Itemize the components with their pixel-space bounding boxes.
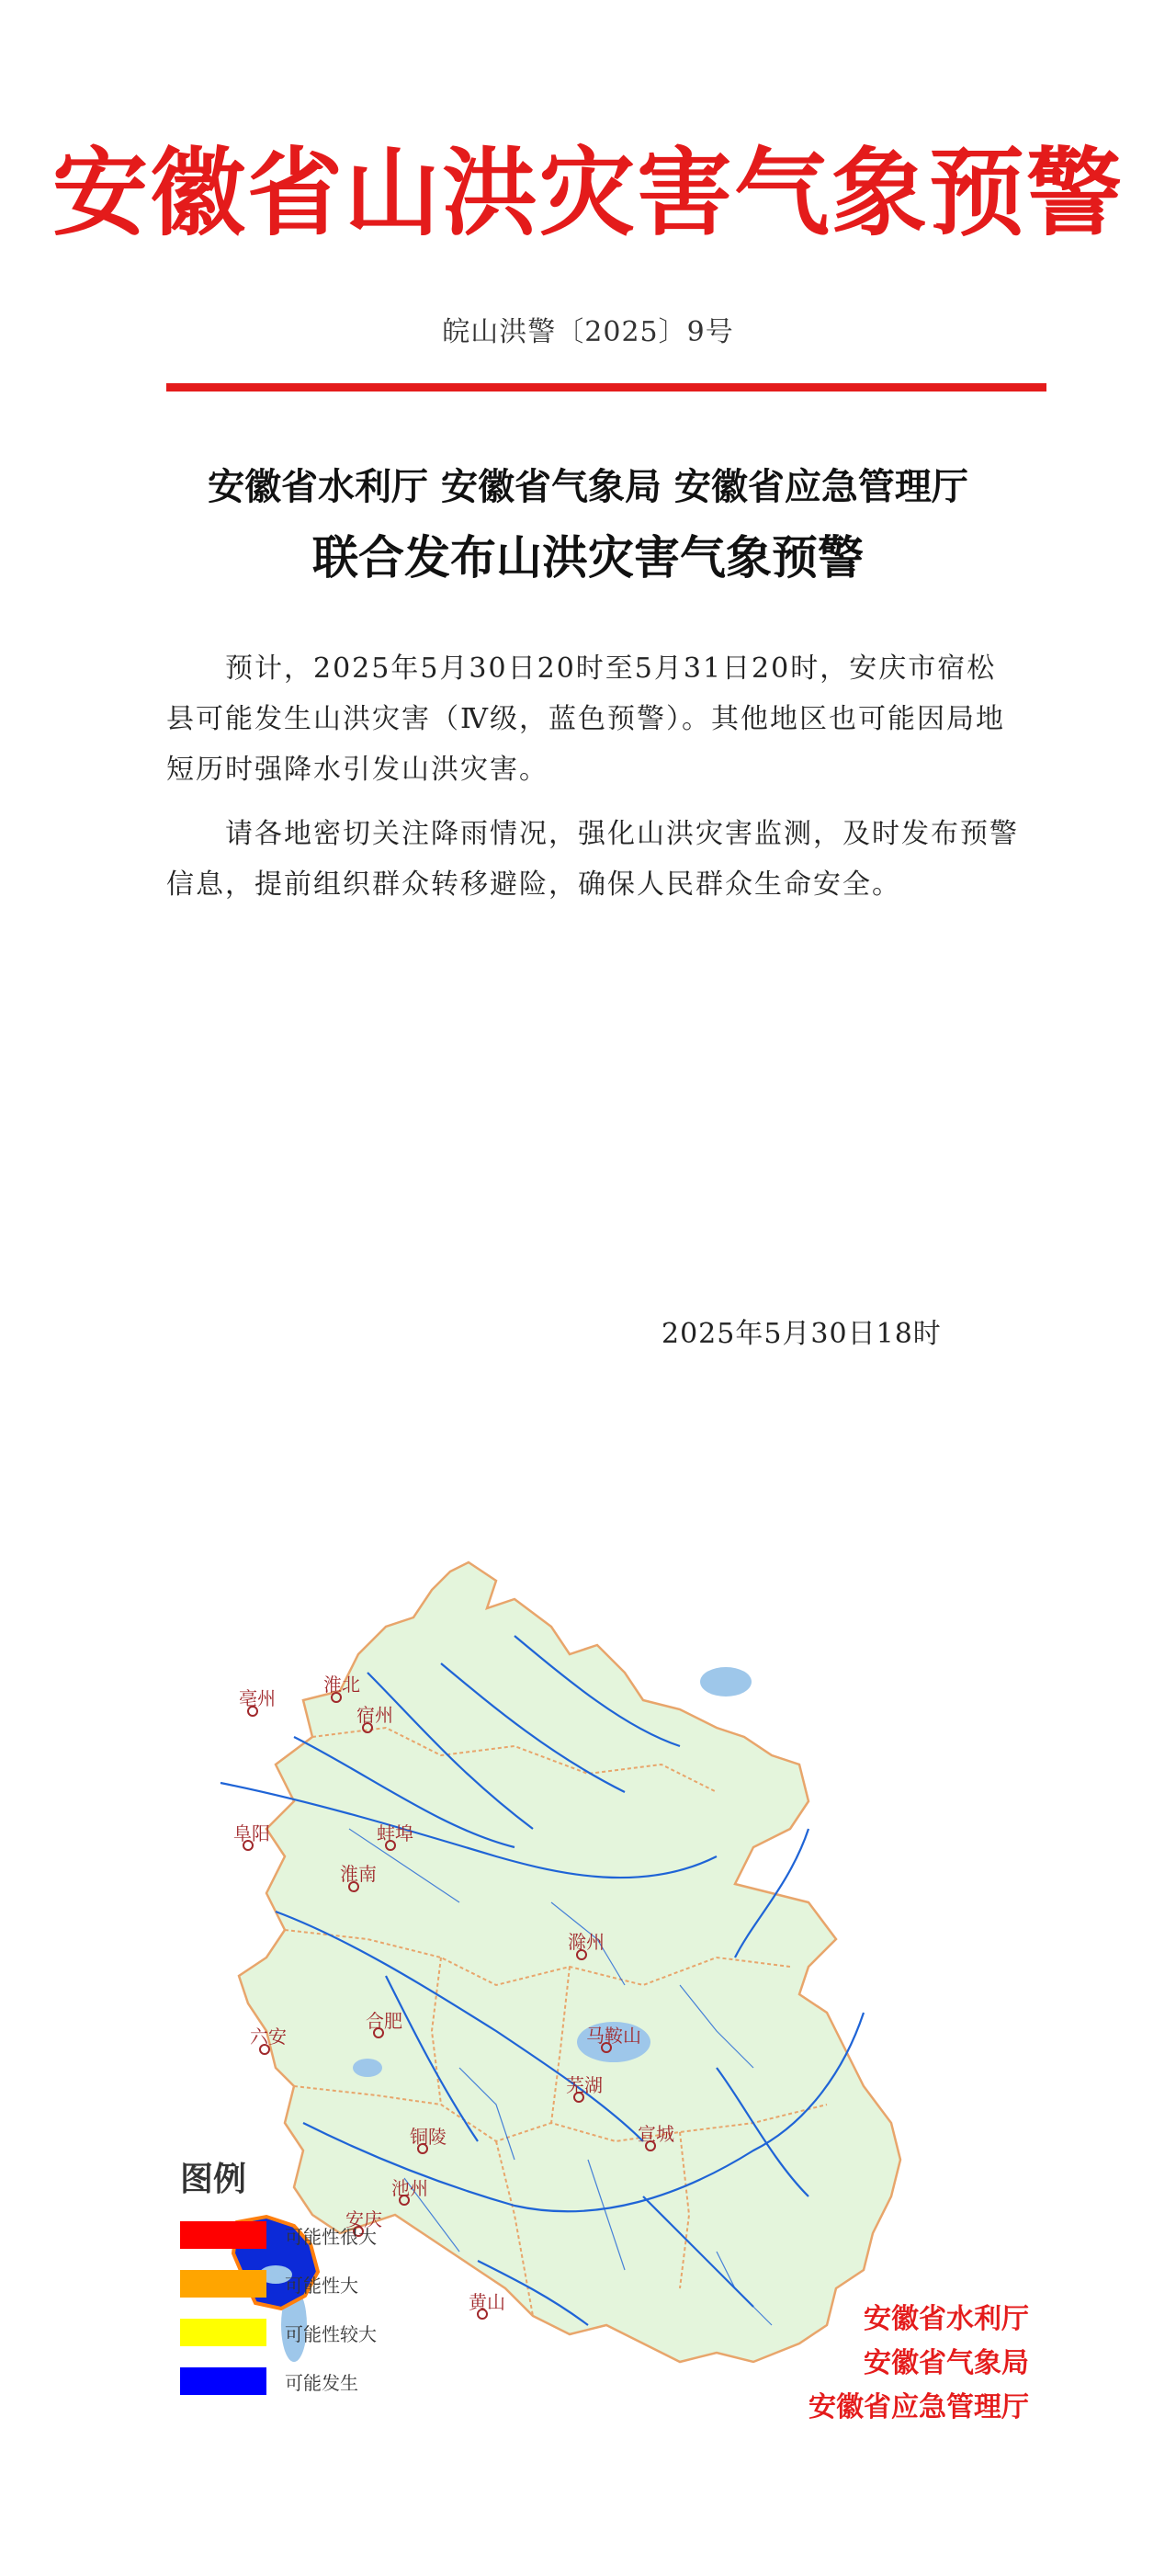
document-title: 安徽省山洪灾害气象预警 <box>51 136 1124 249</box>
issuer-emergency-management: 安徽省应急管理厅 <box>808 2391 1029 2423</box>
city-label-huangshan: 黄山 <box>469 2291 505 2313</box>
document-number: 皖山洪警〔2025〕9号 <box>442 316 734 348</box>
map-legend <box>180 2153 419 2415</box>
issuer-block <box>753 2298 1029 2430</box>
city-label-huaibei: 淮北 <box>323 1674 360 1696</box>
city-label-hefei: 合肥 <box>366 2010 402 2032</box>
city-label-luan: 六安 <box>250 2026 287 2048</box>
issue-date: 2025年5月30日18时 <box>662 1318 942 1350</box>
legend-swatch-orange <box>180 2270 266 2298</box>
city-label-tongling: 铜陵 <box>410 2126 447 2148</box>
legend-item-very-likely <box>180 2220 419 2250</box>
issuer-meteorological: 安徽省气象局 <box>864 2347 1029 2379</box>
legend-item-fairly-likely <box>180 2318 419 2347</box>
legend-label: 可能性较大 <box>285 2322 377 2345</box>
legend-label: 可能发生 <box>285 2371 358 2394</box>
city-label-anqing: 安庆 <box>345 2208 382 2230</box>
issuer-water-resources: 安徽省水利厅 <box>864 2303 1029 2335</box>
legend-swatch-yellow <box>180 2319 266 2346</box>
forecast-paragraph: 预计，2025年5月30日20时至5月31日20时，安庆市宿松县可能发生山洪灾害（Ⅳ级，蓝色预警）。其他地区也可能因局地短历时强降水引发山洪灾害。 <box>166 653 1005 786</box>
city-label-huainan: 淮南 <box>340 1863 377 1885</box>
instruction-paragraph: 请各地密切关注降雨情况，强化山洪灾害监测，及时发布预警信息，提前组织群众转移避险，确保人民群众生命安全。 <box>166 818 1019 901</box>
city-label-fuyang: 阜阳 <box>233 1822 270 1844</box>
city-label-chuzhou: 滁州 <box>568 1931 605 1953</box>
notice-subtitle: 联合发布山洪灾害气象预警 <box>312 530 864 584</box>
legend-swatch-blue <box>180 2367 266 2395</box>
legend-label: 可能性大 <box>285 2274 358 2297</box>
legend-item-possible <box>180 2366 419 2396</box>
city-label-bengbu: 蚌埠 <box>377 1822 413 1844</box>
legend-swatch-red <box>180 2221 266 2249</box>
legend-item-likely <box>180 2269 419 2298</box>
legend-label: 可能性很大 <box>285 2225 377 2248</box>
city-label-chizhou: 池州 <box>391 2177 428 2199</box>
city-label-maanshan: 马鞍山 <box>586 2025 641 2047</box>
red-divider <box>166 383 1046 392</box>
legend-title: 图例 <box>180 2161 247 2198</box>
issuing-agencies: 安徽省水利厅 安徽省气象局 安徽省应急管理厅 <box>208 465 968 508</box>
city-label-xuancheng: 宣城 <box>638 2123 674 2145</box>
city-label-bozhou: 亳州 <box>239 1687 276 1709</box>
city-label-wuhu: 芜湖 <box>566 2074 603 2096</box>
city-label-suzhou: 宿州 <box>356 1704 393 1726</box>
